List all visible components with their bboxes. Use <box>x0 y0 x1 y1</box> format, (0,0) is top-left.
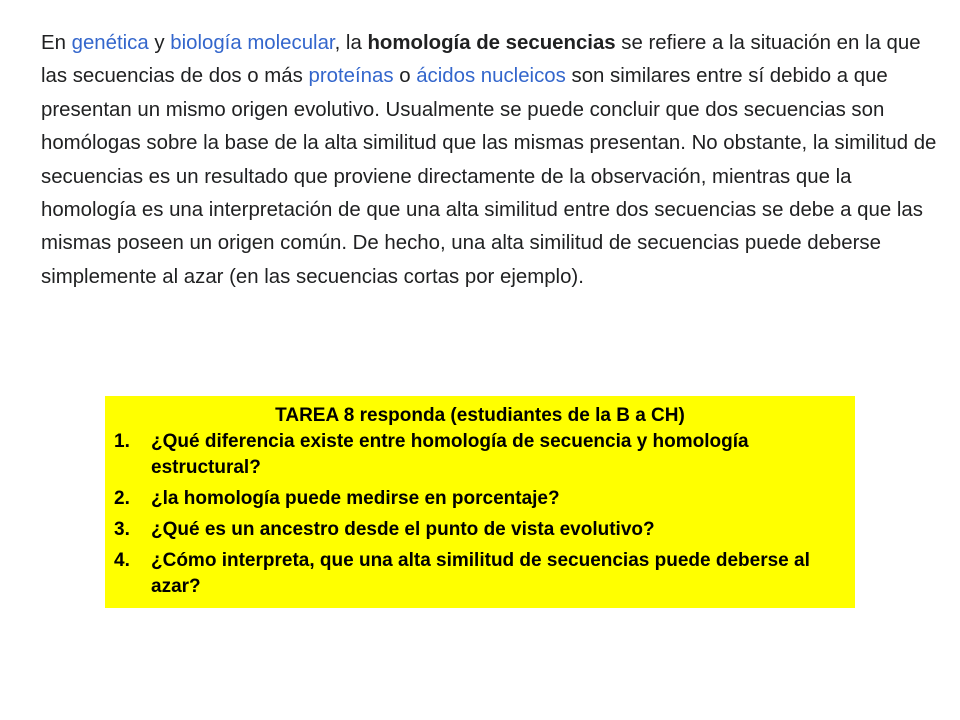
task-item-text: ¿Qué diferencia existe entre homología de secuencia y homología estructural? <box>151 431 749 478</box>
task-item-text: ¿la homología puede medirse en porcentaje? <box>151 488 560 509</box>
task-item-text: ¿Cómo interpreta, que una alta similitud de secuencias puede deberse al azar? <box>151 550 810 597</box>
link-genetica[interactable]: genética <box>71 32 149 54</box>
task-item <box>105 429 855 481</box>
paragraph-text: son similares entre sí debido a que presentan un mismo origen evolutivo. Usualmente se puede concluir que dos secuencias son homólogas sobre la base de la alta similitud que las mismas presentan. No obstante, la similitud de secuencias es un resultado que proviene directamente de la observación, mientras que la homología es una interpretación de que una alta similitud entre dos secuencias se debe a que las mismas poseen un origen común. De hecho, una alta similitud de secuencias puede deberse simplemente al azar (en las secuencias cortas por ejemplo). <box>41 65 937 288</box>
task-item <box>105 548 855 600</box>
task-title: TAREA 8 responda (estudiantes de la B a CH) <box>275 405 685 426</box>
paragraph-text: y <box>148 32 171 54</box>
task-box <box>105 396 855 608</box>
article-paragraph <box>41 27 946 294</box>
task-list <box>105 429 855 605</box>
task-item-number: 4. <box>114 550 130 571</box>
link-proteinas[interactable]: proteínas <box>308 65 394 88</box>
link-biologia-molecular[interactable]: biología molecular <box>170 32 335 54</box>
bold-term: homología de secuencias <box>367 32 616 54</box>
link-acidos-nucleicos[interactable]: ácidos nucleicos <box>416 65 566 88</box>
task-item-number: 2. <box>114 488 130 509</box>
task-item <box>105 486 855 512</box>
task-item-text: ¿Qué es un ancestro desde el punto de vista evolutivo? <box>151 519 655 540</box>
task-item-number: 1. <box>114 431 130 452</box>
paragraph-text: En <box>41 32 72 54</box>
paragraph-text: , la <box>334 32 368 54</box>
paragraph-text: se refiere a la situación en la que las secuencias de dos o más <box>41 32 921 88</box>
task-item-number: 3. <box>114 519 130 540</box>
paragraph-text: o <box>393 65 417 88</box>
task-item <box>105 517 855 543</box>
